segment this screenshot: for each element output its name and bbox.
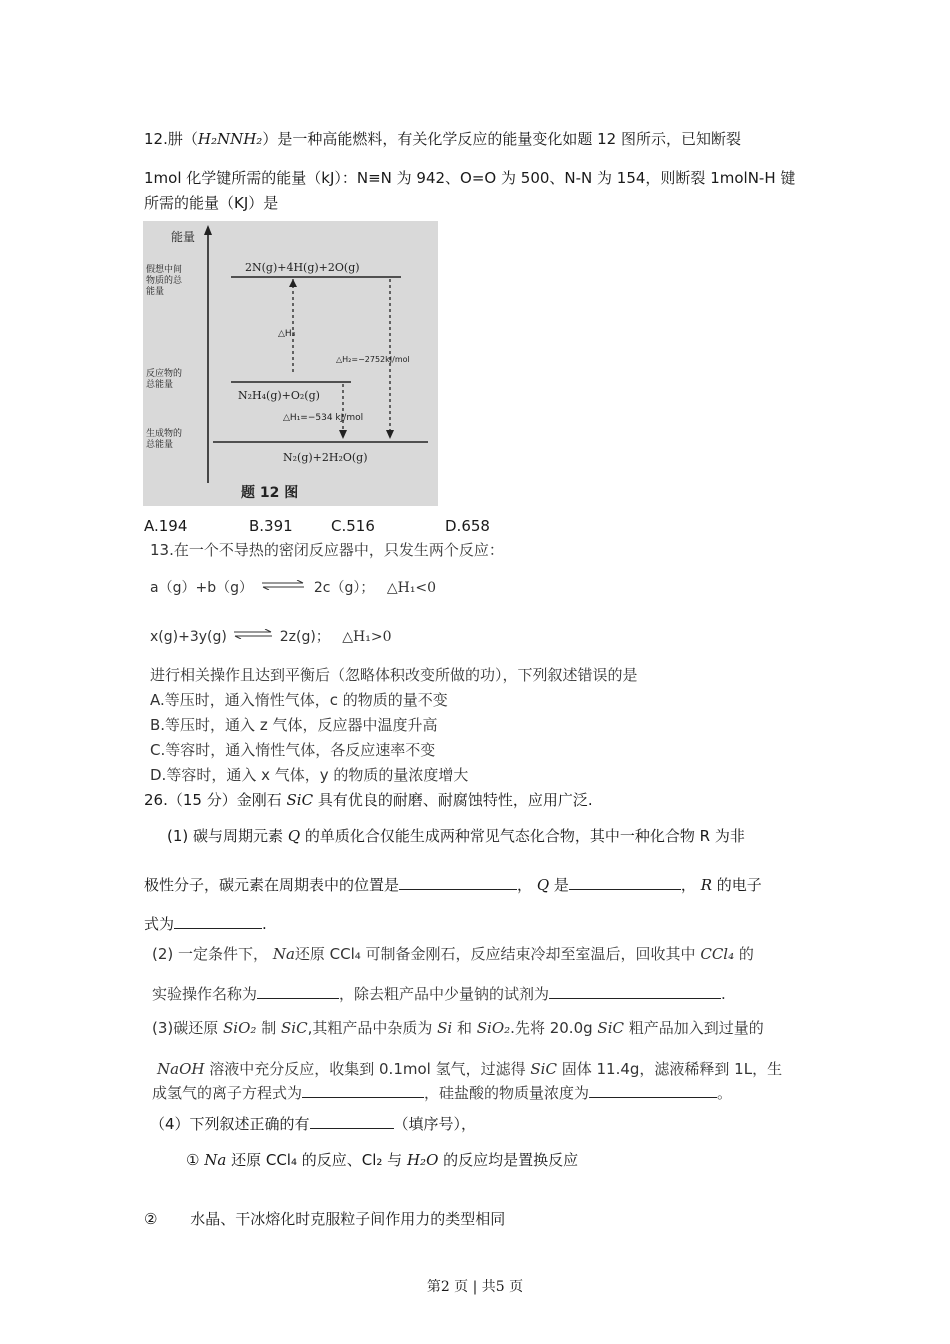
diagram-caption: 题 12 图 xyxy=(241,485,299,501)
s1-marker: ① xyxy=(186,1151,200,1169)
answer-blank-reagent[interactable] xyxy=(549,984,721,999)
p2l2-end: . xyxy=(721,985,726,1003)
answer-blank-q[interactable] xyxy=(569,875,681,890)
p3-text-c: ,其粗产品中杂质为 xyxy=(307,1019,433,1037)
q26-part1-line1 xyxy=(167,826,745,846)
q13-question: 进行相关操作且达到平衡后（忽略体积改变所做的功），下列叙述错误的是 xyxy=(150,666,638,684)
p1-text-a: (1) 碳与周期元素 xyxy=(167,827,284,845)
rxn2-dh: △H₁>0 xyxy=(342,629,392,645)
q26-part3-line2 xyxy=(157,1059,782,1079)
p2-text-a: (2) 一定条件下， xyxy=(152,945,269,963)
p3-text-b: 制 xyxy=(261,1019,277,1037)
rxn1-right: 2c（g）； xyxy=(313,580,375,596)
p2-text-b: 还原 CCl₄ 可制备金刚石，反应结束冷却至室温后，回收其中 xyxy=(294,945,696,963)
answer-blank-choices[interactable] xyxy=(310,1114,394,1129)
p3l2-text-b: 固体 11.4g，滤液稀释到 1L，生 xyxy=(561,1060,783,1078)
bot-species: N₂(g)+2H₂O(g) xyxy=(283,451,368,464)
label-mid-2: 总能量 xyxy=(146,380,174,390)
y-axis-label: 能量 xyxy=(171,230,196,244)
q12-line2: 1mol 化学键所需的能量（kJ）：N≡N 为 942、O=O 为 500、N-N 为 154，则断裂 1molN-H 键 xyxy=(144,169,796,187)
q12-line3: 所需的能量（KJ）是 xyxy=(144,194,279,212)
q13-option-a: A.等压时，通入惰性气体，c 的物质的量不变 xyxy=(150,691,448,709)
q12-number: 12.肼（ xyxy=(144,130,198,148)
answer-blank-r-formula[interactable] xyxy=(174,914,262,929)
p2-na: Na xyxy=(272,945,295,963)
s1-text-b: 还原 CCl₄ 的反应、Cl₂ 与 xyxy=(231,1151,403,1169)
q13-reaction-1 xyxy=(150,578,436,598)
answer-blank-position[interactable] xyxy=(399,875,517,890)
p1l2-text-a: 极性分子，碳元素在周期表中的位置是 xyxy=(144,876,400,894)
p2l2-text-a: 实验操作名称为 xyxy=(152,985,258,1003)
p3-sio2: SiO₂ xyxy=(223,1019,257,1037)
rxn2-left: x(g)+3y(g) xyxy=(150,629,227,645)
rxn1-left: a（g）+b（g） xyxy=(150,580,253,596)
label-top-3: 能量 xyxy=(146,287,165,297)
q26-part4 xyxy=(150,1114,476,1134)
top-species: 2N(g)+4H(g)+2O(g) xyxy=(245,261,360,274)
q12-line1 xyxy=(144,129,741,149)
q26-part1-line3 xyxy=(144,914,267,934)
q12-option-c: C.516 xyxy=(331,517,375,535)
q26-part1-line2 xyxy=(144,875,762,895)
q26-heading xyxy=(144,790,593,810)
rxn2-right: 2z(g)； xyxy=(279,629,330,645)
q13-option-d: D.等容时，通入 x 气体，y 的物质的量浓度增大 xyxy=(150,766,469,784)
q26-part3-line3 xyxy=(152,1083,732,1103)
p1l2-comma2: ， xyxy=(680,876,696,894)
q26-part2-line2 xyxy=(152,984,726,1004)
page-footer: 第2 页 | 共5 页 xyxy=(426,1279,524,1295)
p3l2-sic: SiC xyxy=(530,1060,557,1078)
p1l3-text: 式为 xyxy=(144,915,175,933)
energy-diagram xyxy=(143,221,438,506)
q12-formula: H₂NNH₂ xyxy=(197,130,263,148)
p3-text-a: (3)碳还原 xyxy=(152,1019,219,1037)
dh2-label: △H₂=−2752kJ/mol xyxy=(336,355,410,364)
p2l2-text-b: ，除去粗产品中少量钠的试剂为 xyxy=(339,985,550,1003)
p1-q: Q xyxy=(287,827,301,845)
p4-text-a: （4）下列叙述正确的有 xyxy=(150,1115,310,1133)
dh3-label: △H₃ xyxy=(278,329,296,339)
q13-stem: 13.在一个不导热的密闭反应器中，只发生两个反应： xyxy=(150,541,504,559)
label-bot-2: 总能量 xyxy=(146,440,174,450)
p3-text-d: 和 xyxy=(456,1019,472,1037)
p2-ccl4: CCl₄ xyxy=(700,945,735,963)
q26-head-formula: SiC xyxy=(286,791,314,809)
p2-text-c: 的 xyxy=(738,945,754,963)
dh1-label: △H₁=−534 kJ/mol xyxy=(283,413,364,423)
p3-sio2-b: SiO₂ xyxy=(476,1019,511,1037)
q12-option-a: A.194 xyxy=(144,517,188,535)
q26-head-rest: 具有优良的耐磨、耐腐蚀特性，应用广泛. xyxy=(317,791,593,809)
p3l3-text-b: ，硅盐酸的物质量浓度为 xyxy=(424,1084,590,1102)
q26-part2-line1 xyxy=(152,944,754,964)
equilibrium-arrows-icon xyxy=(233,625,273,635)
label-top-1: 假想中间 xyxy=(146,265,183,275)
p3l3-text-a: 成氢气的离子方程式为 xyxy=(152,1084,303,1102)
energy-diagram-svg xyxy=(143,221,438,506)
rxn1-dh: △H₁<0 xyxy=(386,580,437,596)
q12-option-b: B.391 xyxy=(249,517,293,535)
p1l2-text-d: 的电子 xyxy=(716,876,762,894)
q26-head-text: 26.（15 分）金刚石 xyxy=(144,791,282,809)
equilibrium-arrows-icon xyxy=(261,576,305,586)
answer-blank-operation[interactable] xyxy=(257,984,339,999)
p3-text-e: .先将 20.0g xyxy=(510,1019,593,1037)
q26-statement-2 xyxy=(144,1209,505,1229)
s2-marker: ② xyxy=(144,1210,158,1228)
p3l2-text-a: 溶液中充分反应，收集到 0.1mol 氢气，过滤得 xyxy=(209,1060,526,1078)
answer-blank-concentration[interactable] xyxy=(589,1083,717,1098)
p3-si: Si xyxy=(437,1019,453,1037)
p3l3-end: 。 xyxy=(717,1084,733,1102)
s2-text: 水晶、干冰熔化时克服粒子间作用力的类型相同 xyxy=(190,1210,506,1228)
p1l2-comma: ， xyxy=(517,876,533,894)
p1-text-b: 的单质化合仅能生成两种常见气态化合物，其中一种化合物 R 为非 xyxy=(304,827,745,845)
p3-sic: SiC xyxy=(281,1019,308,1037)
p3-text-f: 粗产品加入到过量的 xyxy=(628,1019,764,1037)
p1l3-end: . xyxy=(262,915,267,933)
p3-sic-2: SiC xyxy=(597,1019,624,1037)
mid-species: N₂H₄(g)+O₂(g) xyxy=(238,389,320,402)
label-top-2: 物质的总 xyxy=(146,276,183,286)
q13-option-b: B.等压时，通入 z 气体，反应器中温度升高 xyxy=(150,716,438,734)
s1-h2o: H₂O xyxy=(406,1151,439,1169)
q13-reaction-2 xyxy=(150,627,392,647)
label-bot-1: 生成物的 xyxy=(146,429,183,439)
answer-blank-ionic-equation[interactable] xyxy=(302,1083,424,1098)
q13-option-c: C.等容时，通入惰性气体，各反应速率不变 xyxy=(150,741,436,759)
s1-text-c: 的反应均是置换反应 xyxy=(443,1151,579,1169)
p1l2-r: R xyxy=(700,876,713,894)
p1l2-text-b: 是 xyxy=(553,876,569,894)
q12-line1-text: ）是一种高能燃料，有关化学反应的能量变化如题 12 图所示，已知断裂 xyxy=(262,130,741,148)
p4-text-b: （填序号）， xyxy=(393,1115,477,1133)
p3l2-naoh: NaOH xyxy=(157,1060,205,1078)
q26-statement-1 xyxy=(186,1150,578,1170)
q12-option-d: D.658 xyxy=(445,517,490,535)
p1l2-q: Q xyxy=(536,876,550,894)
q26-part3-line1 xyxy=(152,1018,764,1038)
label-mid-1: 反应物的 xyxy=(146,369,183,379)
s1-na: Na xyxy=(204,1151,227,1169)
